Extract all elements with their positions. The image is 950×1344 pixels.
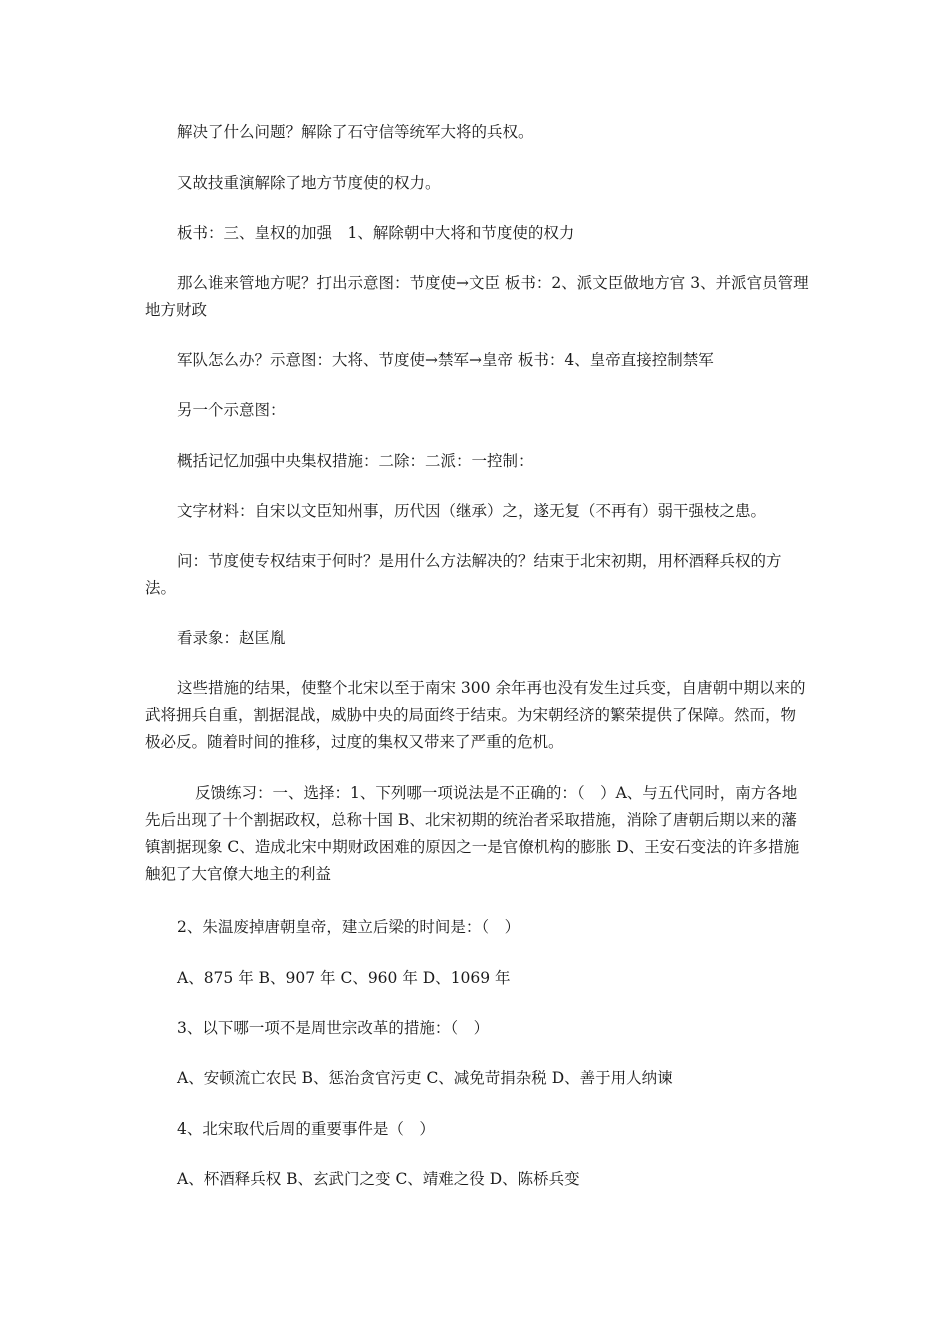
paragraph: A、杯酒释兵权 B、玄武门之变 C、靖难之役 D、陈桥兵变 — [177, 1170, 580, 1188]
paragraph: 概括记忆加强中央集权措施：二除：二派：一控制： — [177, 452, 534, 470]
paragraph: 问：节度使专权结束于何时？是用什么方法解决的？结束于北宋初期，用杯酒释兵权的方法。 — [145, 552, 782, 597]
paragraph: 4、北宋取代后周的重要事件是（ ） — [177, 1120, 435, 1138]
paragraph: 反馈练习：一、选择：1、下列哪一项说法是不正确的：（ ）A、与五代同时，南方各地先后出现了十个割据政权，总称十国 B、北宋初期的统治者采取措施，消除了唐朝后期以来的藩镇割据现象 C、造成北宋中期财政困难的原因之一是官僚机构的膨胀 D、王安石变法的许多措施触犯了大官僚大地主的利益 — [145, 784, 800, 883]
paragraph: 军队怎么办？示意图：大将、节度使→禁军→皇帝 板书：4、皇帝直接控制禁军 — [177, 351, 714, 369]
paragraph: 2、朱温废掉唐朝皇帝，建立后梁的时间是：（ ） — [177, 918, 521, 936]
paragraph: 文字材料：自宋以文臣知州事，历代因（继承）之，遂无复（不再有）弱干强枝之患。 — [177, 502, 767, 520]
paragraph: 看录象：赵匡胤 — [177, 629, 286, 647]
paragraph: 解决了什么问题？解除了石守信等统军大将的兵权。 — [177, 123, 534, 141]
paragraph: 板书：三、皇权的加强 1、解除朝中大将和节度使的权力 — [177, 224, 575, 242]
paragraph: A、安顿流亡农民 B、惩治贪官污吏 C、减免苛捐杂税 D、善于用人纳谏 — [177, 1069, 673, 1087]
paragraph: 3、以下哪一项不是周世宗改革的措施：（ ） — [177, 1019, 490, 1037]
paragraph: A、875 年 B、907 年 C、960 年 D、1069 年 — [177, 969, 511, 987]
paragraph: 这些措施的结果，使整个北宋以至于南宋 300 余年再也没有发生过兵变，自唐朝中期以来的武将拥兵自重，割据混战，威胁中央的局面终于结束。为宋朝经济的繁荣提供了保障。然而，物极必反。随着时间的推移，过度的集权又带来了严重的危机。 — [145, 679, 806, 751]
paragraph: 另一个示意图： — [177, 401, 286, 419]
paragraph: 又故技重演解除了地方节度使的权力。 — [177, 174, 441, 192]
paragraph: 那么谁来管地方呢？打出示意图：节度使→文臣 板书：2、派文臣做地方官 3、并派官员管理地方财政 — [145, 274, 809, 319]
